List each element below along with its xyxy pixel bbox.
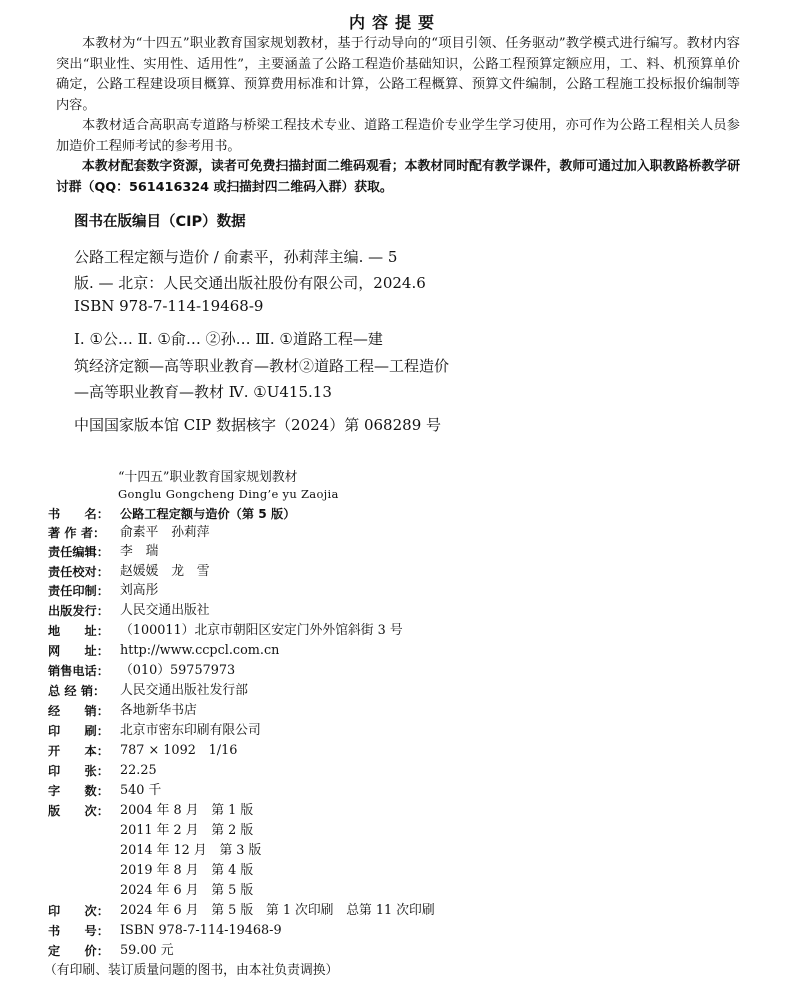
info-value: （010）59757973: [120, 663, 236, 678]
info-label: 字 数：: [48, 784, 109, 798]
summary-digital-resources-note: 本教材配套数字资源，读者可免费扫描封面二维码观看；本教材同时配有教学课件，教师可通过加入职教路桥教学研讨群（QQ：561416324 或扫描封四二维码入群）获取。: [56, 159, 740, 195]
info-label: 印 张：: [48, 764, 109, 778]
info-value: 2024 年 6 月 第 5 版 第 1 次印刷 总第 11 次印刷: [120, 903, 435, 918]
info-label: 责任校对：: [48, 565, 109, 579]
info-label: 著 作 者：: [48, 526, 106, 540]
info-value: 各地新华书店: [120, 703, 197, 718]
info-value: 刘高彤: [120, 583, 159, 598]
info-label: 责任印制：: [48, 584, 109, 598]
series-name: “十四五”职业教育国家规划教材: [118, 470, 298, 485]
info-value: 2014 年 12 月 第 3 版: [120, 843, 262, 858]
info-label: 版 次：: [48, 804, 109, 818]
info-value: 22.25: [120, 763, 157, 778]
info-value: 北京市密东印刷有限公司: [120, 723, 261, 738]
info-value: 俞素平 孙莉萍: [120, 525, 210, 540]
summary-paragraph-1: 本教材为“十四五”职业教育国家规划教材，基于行动导向的“项目引领、任务驱动”教学模式进行编写。教材内容突出“职业性、实用性、适用性”，主要涵盖了公路工程造价基础知识，公路工程预算定额应用，工、料、机预算单价确定，公路工程建设项目概算、预算费用标准和计算，公路工程概算、预算文件编制，公路工程施工投标报价编制等内容。: [56, 36, 740, 113]
summary-title: 内容提要: [348, 13, 441, 32]
info-value: ISBN 978-7-114-19468-9: [120, 923, 282, 938]
cip-line: ISBN 978-7-114-19468-9: [74, 297, 264, 315]
info-label: 书 名：: [48, 507, 109, 521]
info-value: 李 瑞: [120, 544, 159, 559]
info-value: 2011 年 2 月 第 2 版: [120, 823, 254, 838]
quality-footnote: （有印刷、装订质量问题的图书，由本社负责调换）: [44, 963, 339, 978]
title-pinyin: Gonglu Gongcheng Ding’e yu Zaojia: [118, 487, 339, 501]
info-value: 2004 年 8 月 第 1 版: [120, 803, 254, 818]
info-label: 定 价：: [48, 944, 109, 958]
cip-line: 公路工程定额与造价 / 俞素平，孙莉萍主编. — 5: [74, 248, 398, 266]
info-value: 人民交通出版社发行部: [120, 683, 248, 698]
cip-line: 版. — 北京：人民交通出版社股份有限公司，2024.6: [74, 274, 426, 292]
info-label: 总 经 销：: [48, 684, 106, 698]
info-value: 540 千: [120, 783, 162, 798]
cip-line: 筑经济定额—高等职业教育—教材②道路工程—工程造价: [74, 357, 450, 375]
info-value: 2019 年 8 月 第 4 版: [120, 863, 254, 878]
info-value: （100011）北京市朝阳区安定门外外馆斜街 3 号: [120, 623, 403, 638]
cip-line: —高等职业教育—教材 Ⅳ. ①U415.13: [74, 383, 332, 401]
info-value: 59.00 元: [120, 943, 174, 958]
summary-paragraph-2: 本教材适合高职高专道路与桥梁工程技术专业、道路工程造价专业学生学习使用，亦可作为公路工程相关人员参加造价工程师考试的参考用书。: [56, 118, 740, 154]
info-value: http://www.ccpcl.com.cn: [120, 643, 280, 658]
cip-line: 中国国家版本馆 CIP 数据核字（2024）第 068289 号: [74, 416, 442, 434]
info-label: 网 址：: [48, 644, 109, 658]
info-value: 人民交通出版社: [120, 603, 210, 618]
info-label: 出版发行：: [48, 604, 109, 618]
info-label: 开 本：: [48, 744, 109, 758]
info-value: 2024 年 6 月 第 5 版: [120, 883, 254, 898]
info-label: 印 次：: [48, 904, 109, 918]
info-value: 赵媛媛 龙 雪: [120, 564, 210, 579]
info-label: 责任编辑：: [48, 545, 109, 559]
info-label: 经 销：: [48, 704, 109, 718]
info-value: 公路工程定额与造价（第 5 版）: [120, 507, 296, 521]
info-label: 销售电话：: [48, 664, 109, 678]
info-label: 书 号：: [48, 924, 109, 938]
info-label: 地 址：: [48, 624, 109, 638]
info-value: 787 × 1092 1/16: [120, 743, 238, 758]
cip-heading: 图书在版编目（CIP）数据: [74, 214, 246, 230]
info-label: 印 刷：: [48, 724, 109, 738]
cip-line: Ⅰ. ①公… Ⅱ. ①俞… ②孙… Ⅲ. ①道路工程—建: [74, 330, 383, 348]
summary-section: [56, 34, 740, 198]
